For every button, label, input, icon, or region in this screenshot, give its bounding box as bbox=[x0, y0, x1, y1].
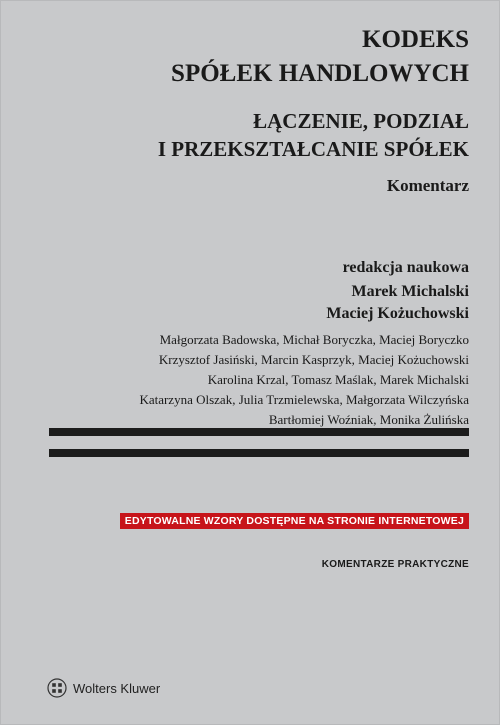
editors bbox=[326, 281, 469, 325]
subtitle-line-1: ŁĄCZENIE, PODZIAŁ bbox=[253, 109, 469, 133]
authors-line-1: Małgorzata Badowska, Michał Boryczka, Maciej Boryczko bbox=[159, 332, 469, 347]
title-line-2: SPÓŁEK HANDLOWYCH bbox=[171, 60, 469, 87]
publisher-name: Wolters Kluwer bbox=[73, 680, 161, 696]
authors-line-3: Karolina Krzal, Tomasz Maślak, Marek Michalski bbox=[207, 372, 469, 387]
series-label: KOMENTARZE PRAKTYCZNE bbox=[321, 559, 469, 570]
editable-templates-badge: EDYTOWALNE WZORY DOSTĘPNE NA STRONIE INTERNETOWEJ bbox=[120, 513, 469, 529]
book-title bbox=[171, 23, 469, 91]
subtitle-line-2: I PRZEKSZTAŁCANIE SPÓŁEK bbox=[157, 137, 469, 161]
book-subtitle bbox=[158, 107, 469, 163]
publisher bbox=[47, 678, 160, 698]
editor-label: redakcja naukowa bbox=[342, 259, 469, 276]
wolters-kluwer-logo-icon bbox=[47, 678, 67, 698]
divider-bar-top bbox=[49, 428, 469, 436]
editor-name-2: Maciej Kożuchowski bbox=[326, 305, 469, 322]
commentary-label: Komentarz bbox=[386, 176, 469, 195]
authors-line-5: Bartłomiej Woźniak, Monika Żulińska bbox=[268, 412, 469, 427]
title-line-1: KODEKS bbox=[362, 26, 469, 53]
authors-list bbox=[139, 330, 469, 430]
authors-line-2: Krzysztof Jasiński, Marcin Kasprzyk, Maciej Kożuchowski bbox=[158, 352, 469, 367]
authors-line-4: Katarzyna Olszak, Julia Trzmielewska, Małgorzata Wilczyńska bbox=[139, 392, 469, 407]
divider-bar-bottom bbox=[49, 449, 469, 457]
editor-name-1: Marek Michalski bbox=[351, 283, 469, 300]
